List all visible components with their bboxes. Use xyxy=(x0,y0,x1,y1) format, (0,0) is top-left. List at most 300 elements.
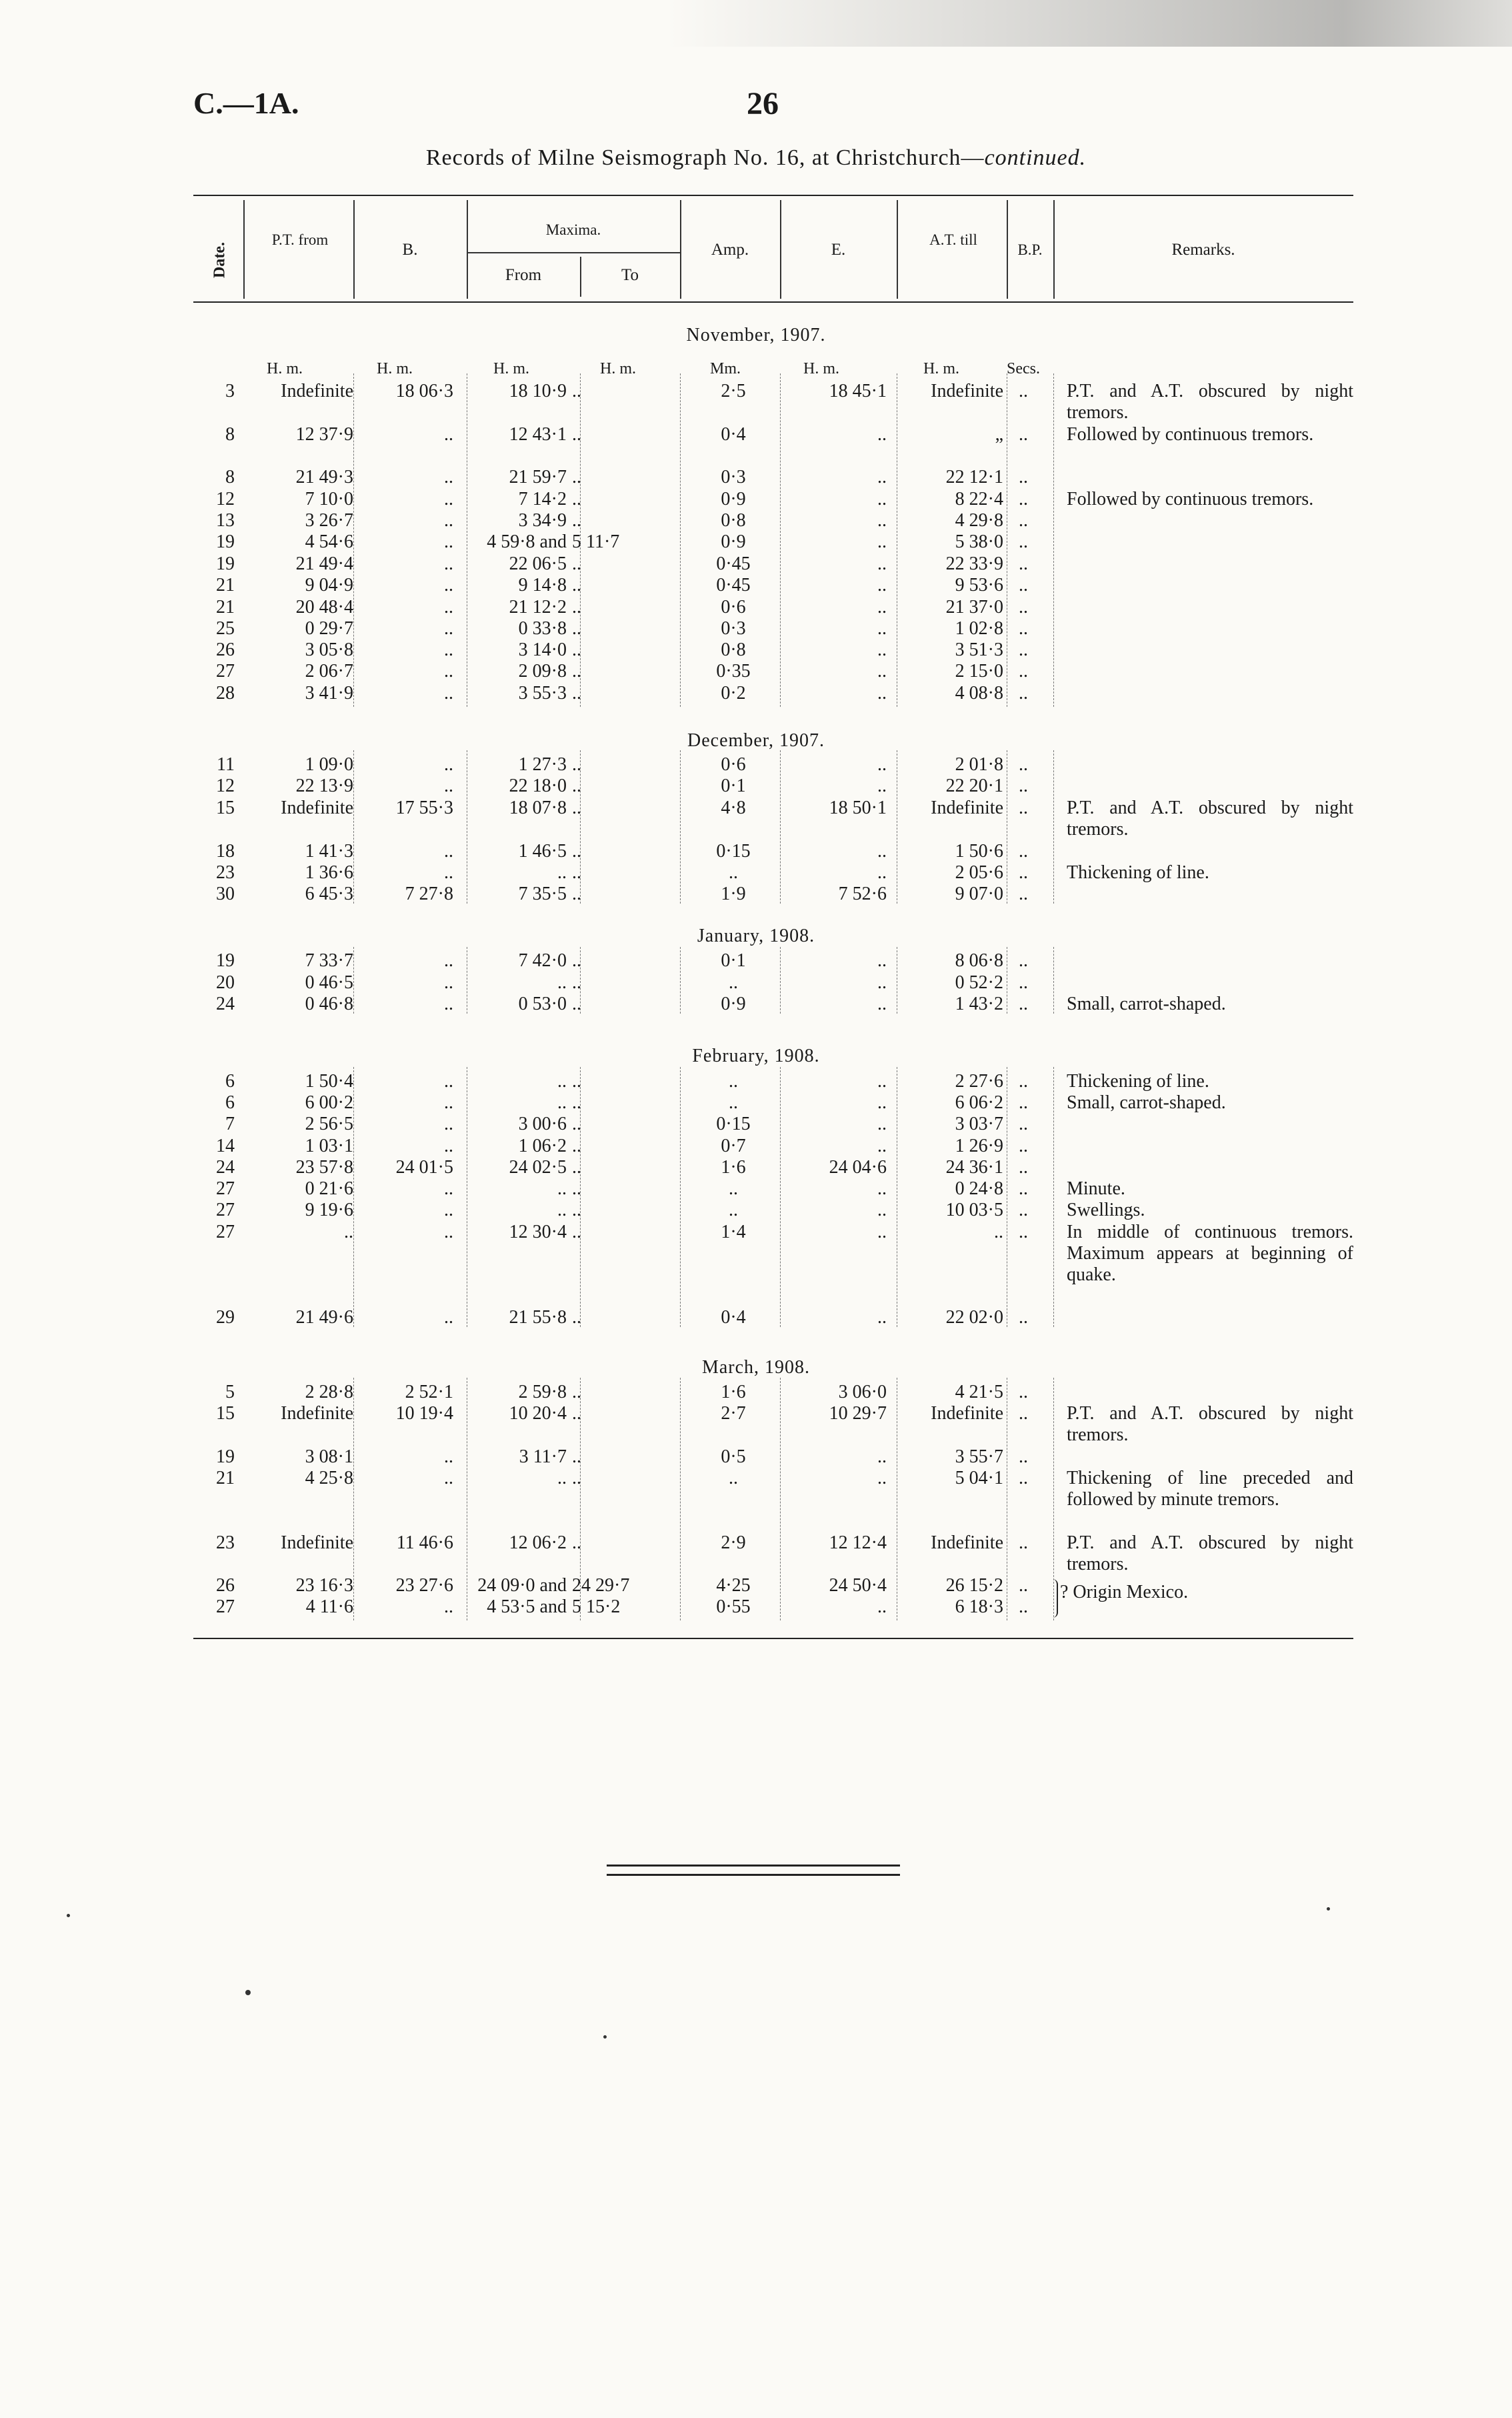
cell-date: 29 xyxy=(216,1307,235,1328)
cell-pt: 4 11·6 xyxy=(305,1596,353,1617)
cell-date: 21 xyxy=(216,597,235,618)
month-heading: February, 1908. xyxy=(692,1046,820,1066)
cell-at: Indefinite xyxy=(931,381,1003,401)
cell-e: .. xyxy=(877,841,887,862)
cell-b: .. xyxy=(444,862,453,883)
grouping-brace xyxy=(1050,1579,1058,1618)
cell-mf: 4 53·5 and xyxy=(487,1596,567,1617)
cell-mf: 2 09·8 xyxy=(518,661,567,682)
body-col-divider xyxy=(680,1067,681,1327)
cell-mt: .. xyxy=(572,841,581,862)
cell-b: .. xyxy=(444,661,453,682)
cell-amp: .. xyxy=(729,1071,738,1092)
cell-at: 21 37·0 xyxy=(945,597,1003,618)
cell-bp: .. xyxy=(1019,841,1028,862)
cell-pt: 0 21·6 xyxy=(305,1178,353,1199)
cell-bp: .. xyxy=(1019,424,1028,445)
cell-mf: 22 18·0 xyxy=(509,776,567,796)
cell-amp: 1·6 xyxy=(721,1382,746,1402)
cell-pt: 21 49·6 xyxy=(295,1307,353,1328)
cell-bp: .. xyxy=(1019,1403,1028,1424)
cell-bp: .. xyxy=(1019,1382,1028,1402)
cell-at: Indefinite xyxy=(931,1403,1003,1424)
cell-mf: .. xyxy=(557,1092,567,1113)
cell-at: 8 22·4 xyxy=(955,489,1003,509)
cell-amp: 2·5 xyxy=(721,381,746,401)
cell-bp: .. xyxy=(1019,1596,1028,1617)
cell-pt: 3 08·1 xyxy=(305,1446,353,1467)
cell-at: 9 53·6 xyxy=(955,575,1003,595)
cell-amp: 0·15 xyxy=(716,841,751,862)
cell-bp: .. xyxy=(1019,1178,1028,1199)
cell-date: 27 xyxy=(216,1178,235,1199)
cell-mt: .. xyxy=(572,510,581,531)
remark-text: Followed by continuous tremors. xyxy=(1067,489,1314,509)
cell-b: .. xyxy=(444,1114,453,1134)
page-title xyxy=(0,145,1512,171)
cell-amp: 0·3 xyxy=(721,618,746,639)
col-header-bp: B.P. xyxy=(1017,241,1043,258)
cell-date: 27 xyxy=(216,1200,235,1220)
cell-amp: 0·15 xyxy=(716,1114,751,1134)
cell-bp: .. xyxy=(1019,1157,1028,1178)
cell-b: .. xyxy=(444,489,453,509)
cell-e: .. xyxy=(877,754,887,775)
cell-e: .. xyxy=(877,862,887,883)
unit-at: H. m. xyxy=(923,360,959,377)
cell-e: 24 04·6 xyxy=(829,1157,887,1178)
remark-text: Small, carrot-shaped. xyxy=(1067,1092,1226,1113)
cell-bp: .. xyxy=(1019,862,1028,883)
cell-b: .. xyxy=(444,424,453,445)
cell-amp: 0·8 xyxy=(721,640,746,660)
cell-date: 7 xyxy=(225,1114,235,1134)
cell-e: .. xyxy=(877,1114,887,1134)
body-col-divider xyxy=(680,750,681,904)
cell-at: 22 20·1 xyxy=(945,776,1003,796)
cell-at: 6 18·3 xyxy=(955,1596,1003,1617)
cell-b: .. xyxy=(444,1222,453,1242)
cell-pt: 23 16·3 xyxy=(295,1575,353,1596)
cell-mf: 1 46·5 xyxy=(518,841,567,862)
remark-text: P.T. and A.T. obscured by night tremors. xyxy=(1067,381,1353,423)
cell-at: 2 27·6 xyxy=(955,1071,1003,1092)
cell-bp: .. xyxy=(1019,575,1028,595)
cell-e: .. xyxy=(877,950,887,971)
cell-mt: 24 29·7 xyxy=(572,1575,630,1596)
cell-b: .. xyxy=(444,1136,453,1156)
cell-date: 6 xyxy=(225,1092,235,1113)
cell-mt: .. xyxy=(572,1157,581,1178)
cell-b: .. xyxy=(444,754,453,775)
cell-pt: 0 46·8 xyxy=(305,994,353,1014)
scan-speck xyxy=(245,1990,251,1995)
cell-e: .. xyxy=(877,972,887,993)
cell-b: .. xyxy=(444,776,453,796)
cell-b: .. xyxy=(444,510,453,531)
cell-amp: 0·7 xyxy=(721,1136,746,1156)
cell-pt: 0 29·7 xyxy=(305,618,353,639)
cell-mt: .. xyxy=(572,381,581,401)
scan-speck xyxy=(1327,1907,1330,1911)
cell-mt: .. xyxy=(572,1468,581,1488)
cell-at: 8 06·8 xyxy=(955,950,1003,971)
cell-amp: 1·9 xyxy=(721,884,746,904)
body-col-divider xyxy=(680,1378,681,1620)
cell-pt: Indefinite xyxy=(281,381,353,401)
cell-mf: 12 06·2 xyxy=(509,1532,567,1553)
cell-date: 3 xyxy=(225,381,235,401)
cell-mt: .. xyxy=(572,1092,581,1113)
cell-amp: .. xyxy=(729,1200,738,1220)
cell-bp: .. xyxy=(1019,531,1028,552)
cell-amp: 0·6 xyxy=(721,597,746,618)
cell-e: .. xyxy=(877,618,887,639)
cell-b: .. xyxy=(444,575,453,595)
body-col-divider xyxy=(580,947,581,1014)
cell-mt: .. xyxy=(572,489,581,509)
cell-at: Indefinite xyxy=(931,1532,1003,1553)
cell-pt: Indefinite xyxy=(281,1403,353,1424)
cell-mt: .. xyxy=(572,994,581,1014)
cell-at: Indefinite xyxy=(931,798,1003,818)
cell-bp: .. xyxy=(1019,994,1028,1014)
body-col-divider xyxy=(1053,947,1054,1014)
cell-amp: 0·45 xyxy=(716,553,751,574)
cell-pt: 1 03·1 xyxy=(305,1136,353,1156)
cell-b: .. xyxy=(444,553,453,574)
cell-mf: 0 53·0 xyxy=(518,994,567,1014)
cell-b: .. xyxy=(444,640,453,660)
cell-mf: 24 02·5 xyxy=(509,1157,567,1178)
table-top-rule xyxy=(193,195,1353,196)
remark-text: Minute. xyxy=(1067,1178,1125,1199)
cell-pt: 2 28·8 xyxy=(305,1382,353,1402)
cell-pt: 6 45·3 xyxy=(305,884,353,904)
remark-text: In middle of continuous tremors. Maximum appears at beginning of quake. xyxy=(1067,1222,1353,1285)
unit-e: H. m. xyxy=(803,360,839,377)
cell-mt: .. xyxy=(572,1446,581,1467)
cell-pt: 9 04·9 xyxy=(305,575,353,595)
cell-at: 10 03·5 xyxy=(945,1200,1003,1220)
cell-at: 1 50·6 xyxy=(955,841,1003,862)
cell-e: .. xyxy=(877,1596,887,1617)
cell-bp: .. xyxy=(1019,553,1028,574)
cell-mf: 3 11·7 xyxy=(519,1446,567,1467)
cell-date: 6 xyxy=(225,1071,235,1092)
cell-mt: .. xyxy=(572,683,581,704)
cell-bp: .. xyxy=(1019,510,1028,531)
cell-date: 8 xyxy=(225,424,235,445)
cell-b: 10 19·4 xyxy=(395,1403,453,1424)
cell-b: .. xyxy=(444,1178,453,1199)
cell-mt: 5 15·2 xyxy=(572,1596,621,1617)
cell-at: 1 43·2 xyxy=(955,994,1003,1014)
cell-mf: 21 55·8 xyxy=(509,1307,567,1328)
remark-text: P.T. and A.T. obscured by night tremors. xyxy=(1067,1403,1353,1445)
cell-bp: .. xyxy=(1019,884,1028,904)
cell-mf: 0 33·8 xyxy=(518,618,567,639)
cell-bp: .. xyxy=(1019,1200,1028,1220)
month-heading: November, 1907. xyxy=(686,325,826,345)
cell-b: .. xyxy=(444,1596,453,1617)
cell-b: .. xyxy=(444,1092,453,1113)
cell-amp: 0·2 xyxy=(721,683,746,704)
cell-e: 18 50·1 xyxy=(829,798,887,818)
cell-b: .. xyxy=(444,972,453,993)
cell-amp: .. xyxy=(729,1092,738,1113)
cell-e: .. xyxy=(877,1178,887,1199)
cell-e: .. xyxy=(877,553,887,574)
cell-date: 8 xyxy=(225,467,235,487)
cell-b: 18 06·3 xyxy=(395,381,453,401)
body-col-divider xyxy=(353,1378,354,1620)
body-col-divider xyxy=(780,373,781,707)
cell-date: 21 xyxy=(216,575,235,595)
cell-bp: .. xyxy=(1019,1468,1028,1488)
cell-mt: .. xyxy=(572,597,581,618)
cell-amp: .. xyxy=(729,972,738,993)
col-header-maxima: Maxima. xyxy=(545,221,601,238)
cell-at: 2 05·6 xyxy=(955,862,1003,883)
col-divider xyxy=(243,200,245,299)
body-col-divider xyxy=(353,373,354,707)
cell-b: .. xyxy=(444,1468,453,1488)
cell-at: .. xyxy=(994,1222,1003,1242)
cell-mf: 12 30·4 xyxy=(509,1222,567,1242)
cell-e: .. xyxy=(877,661,887,682)
title-italic: continued. xyxy=(984,145,1087,170)
body-col-divider xyxy=(780,1067,781,1327)
cell-at: 1 02·8 xyxy=(955,618,1003,639)
cell-mf: .. xyxy=(557,1071,567,1092)
cell-e: .. xyxy=(877,1071,887,1092)
cell-bp: .. xyxy=(1019,381,1028,401)
cell-bp: .. xyxy=(1019,1307,1028,1328)
body-col-divider xyxy=(580,1378,581,1620)
cell-b: 17 55·3 xyxy=(395,798,453,818)
cell-at: 4 08·8 xyxy=(955,683,1003,704)
cell-date: 26 xyxy=(216,640,235,660)
unit-amp: Mm. xyxy=(710,360,741,377)
cell-pt: 1 41·3 xyxy=(305,841,353,862)
cell-e: 12 12·4 xyxy=(829,1532,887,1553)
cell-mf: 2 59·8 xyxy=(518,1382,567,1402)
cell-at: 2 01·8 xyxy=(955,754,1003,775)
end-rule-top xyxy=(607,1865,900,1867)
cell-date: 18 xyxy=(216,841,235,862)
cell-mt: .. xyxy=(572,754,581,775)
cell-date: 12 xyxy=(216,776,235,796)
cell-pt: 0 46·5 xyxy=(305,972,353,993)
cell-amp: .. xyxy=(729,1178,738,1199)
cell-at: 5 04·1 xyxy=(955,1468,1003,1488)
remark-text: Small, carrot-shaped. xyxy=(1067,994,1226,1014)
cell-b: 2 52·1 xyxy=(405,1382,453,1402)
cell-mt: .. xyxy=(572,798,581,818)
cell-b: 24 01·5 xyxy=(395,1157,453,1178)
cell-mf: 3 00·6 xyxy=(518,1114,567,1134)
cell-pt: 20 48·4 xyxy=(295,597,353,618)
unit-b: H. m. xyxy=(377,360,413,377)
maxima-subrule xyxy=(467,252,680,253)
cell-amp: 0·4 xyxy=(721,1307,746,1328)
cell-bp: .. xyxy=(1019,1114,1028,1134)
unit-maxima-to: H. m. xyxy=(600,360,636,377)
cell-mt: .. xyxy=(572,467,581,487)
body-col-divider xyxy=(580,750,581,904)
unit-maxima-from: H. m. xyxy=(493,360,529,377)
cell-mf: 9 14·8 xyxy=(518,575,567,595)
col-header-remarks: Remarks. xyxy=(1171,241,1235,259)
remark-text: Thickening of line. xyxy=(1067,862,1209,883)
cell-at: 4 21·5 xyxy=(955,1382,1003,1402)
cell-b: .. xyxy=(444,618,453,639)
cell-mt: .. xyxy=(572,972,581,993)
cell-at: „ xyxy=(995,424,1003,445)
cell-bp: .. xyxy=(1019,776,1028,796)
month-heading: January, 1908. xyxy=(697,926,815,946)
cell-pt: 22 13·9 xyxy=(295,776,353,796)
page-number: 26 xyxy=(747,86,779,121)
body-col-divider xyxy=(580,1067,581,1327)
unit-pt: H. m. xyxy=(267,360,303,377)
cell-b: 7 27·8 xyxy=(405,884,453,904)
table-bottom-rule xyxy=(193,1638,1353,1639)
cell-b: .. xyxy=(444,683,453,704)
cell-pt: 21 49·4 xyxy=(295,553,353,574)
body-col-divider xyxy=(580,373,581,707)
cell-amp: .. xyxy=(729,1468,738,1488)
remark-text: Thickening of line. xyxy=(1067,1071,1209,1092)
cell-e: .. xyxy=(877,1468,887,1488)
cell-date: 28 xyxy=(216,683,235,704)
cell-pt: 23 57·8 xyxy=(295,1157,353,1178)
cell-mf: 24 09·0 and xyxy=(477,1575,567,1596)
cell-bp: .. xyxy=(1019,1222,1028,1242)
cell-date: 24 xyxy=(216,1157,235,1178)
cell-mf: 3 14·0 xyxy=(518,640,567,660)
cell-mt: .. xyxy=(572,1071,581,1092)
cell-amp: 1·4 xyxy=(721,1222,746,1242)
cell-e: .. xyxy=(877,1307,887,1328)
cell-mf: 18 10·9 xyxy=(509,381,567,401)
cell-date: 13 xyxy=(216,510,235,531)
cell-b: .. xyxy=(444,1446,453,1467)
cell-b: 23 27·6 xyxy=(395,1575,453,1596)
cell-mt: .. xyxy=(572,424,581,445)
cell-pt: 1 50·4 xyxy=(305,1071,353,1092)
cell-at: 0 24·8 xyxy=(955,1178,1003,1199)
cell-date: 19 xyxy=(216,1446,235,1467)
document-reference: C.—1A. xyxy=(193,86,299,120)
cell-bp: .. xyxy=(1019,640,1028,660)
body-col-divider xyxy=(680,947,681,1014)
remark-text: Followed by continuous tremors. xyxy=(1067,424,1314,445)
cell-date: 23 xyxy=(216,862,235,883)
cell-at: 22 02·0 xyxy=(945,1307,1003,1328)
body-col-divider xyxy=(353,750,354,904)
cell-e: .. xyxy=(877,531,887,552)
cell-bp: .. xyxy=(1019,1446,1028,1467)
cell-pt: 3 26·7 xyxy=(305,510,353,531)
cell-pt: .. xyxy=(344,1222,353,1242)
cell-date: 23 xyxy=(216,1532,235,1553)
scan-speck xyxy=(603,2035,607,2039)
cell-pt: 21 49·3 xyxy=(295,467,353,487)
cell-date: 14 xyxy=(216,1136,235,1156)
cell-mf: 21 12·2 xyxy=(509,597,567,618)
cell-pt: 7 10·0 xyxy=(305,489,353,509)
cell-e: .. xyxy=(877,489,887,509)
cell-e: .. xyxy=(877,510,887,531)
body-col-divider xyxy=(1053,373,1054,707)
cell-mt: .. xyxy=(572,1222,581,1242)
month-heading: December, 1907. xyxy=(687,730,825,751)
cell-b: .. xyxy=(444,531,453,552)
cell-mt: .. xyxy=(572,618,581,639)
cell-amp: 0·9 xyxy=(721,994,746,1014)
cell-amp: 2·9 xyxy=(721,1532,746,1553)
cell-e: 10 29·7 xyxy=(829,1403,887,1424)
cell-date: 19 xyxy=(216,553,235,574)
cell-e: .. xyxy=(877,640,887,660)
col-header-maxima-from: From xyxy=(505,266,542,284)
cell-e: .. xyxy=(877,1446,887,1467)
cell-bp: .. xyxy=(1019,597,1028,618)
cell-pt: 12 37·9 xyxy=(295,424,353,445)
cell-mt: .. xyxy=(572,1178,581,1199)
cell-mf: .. xyxy=(557,1468,567,1488)
cell-pt: 1 09·0 xyxy=(305,754,353,775)
cell-pt: 3 05·8 xyxy=(305,640,353,660)
remark-text: Thickening of line preceded and followed by minute tremors. xyxy=(1067,1468,1353,1510)
body-col-divider xyxy=(353,1067,354,1327)
cell-e: 18 45·1 xyxy=(829,381,887,401)
cell-b: .. xyxy=(444,1071,453,1092)
cell-mf: 21 59·7 xyxy=(509,467,567,487)
cell-mf: .. xyxy=(557,1200,567,1220)
cell-b: .. xyxy=(444,467,453,487)
cell-at: 4 29·8 xyxy=(955,510,1003,531)
cell-b: .. xyxy=(444,994,453,1014)
cell-e: .. xyxy=(877,575,887,595)
cell-bp: .. xyxy=(1019,618,1028,639)
cell-mf: 18 07·8 xyxy=(509,798,567,818)
scan-edge-noise xyxy=(667,0,1512,47)
col-header-at: A.T. till xyxy=(929,231,977,248)
cell-mt: .. xyxy=(572,1114,581,1134)
cell-date: 19 xyxy=(216,950,235,971)
cell-at: 1 26·9 xyxy=(955,1136,1003,1156)
cell-e: .. xyxy=(877,1200,887,1220)
cell-bp: .. xyxy=(1019,1532,1028,1553)
cell-e: .. xyxy=(877,683,887,704)
cell-mt: .. xyxy=(572,1403,581,1424)
cell-date: 27 xyxy=(216,1222,235,1242)
cell-amp: 0·3 xyxy=(721,467,746,487)
cell-mt: .. xyxy=(572,950,581,971)
cell-date: 19 xyxy=(216,531,235,552)
cell-mt: .. xyxy=(572,1136,581,1156)
cell-date: 21 xyxy=(216,1468,235,1488)
cell-amp: 0·6 xyxy=(721,754,746,775)
cell-mf: 7 42·0 xyxy=(518,950,567,971)
cell-e: .. xyxy=(877,424,887,445)
cell-pt: Indefinite xyxy=(281,1532,353,1553)
cell-date: 11 xyxy=(217,754,235,775)
cell-e: 24 50·4 xyxy=(829,1575,887,1596)
